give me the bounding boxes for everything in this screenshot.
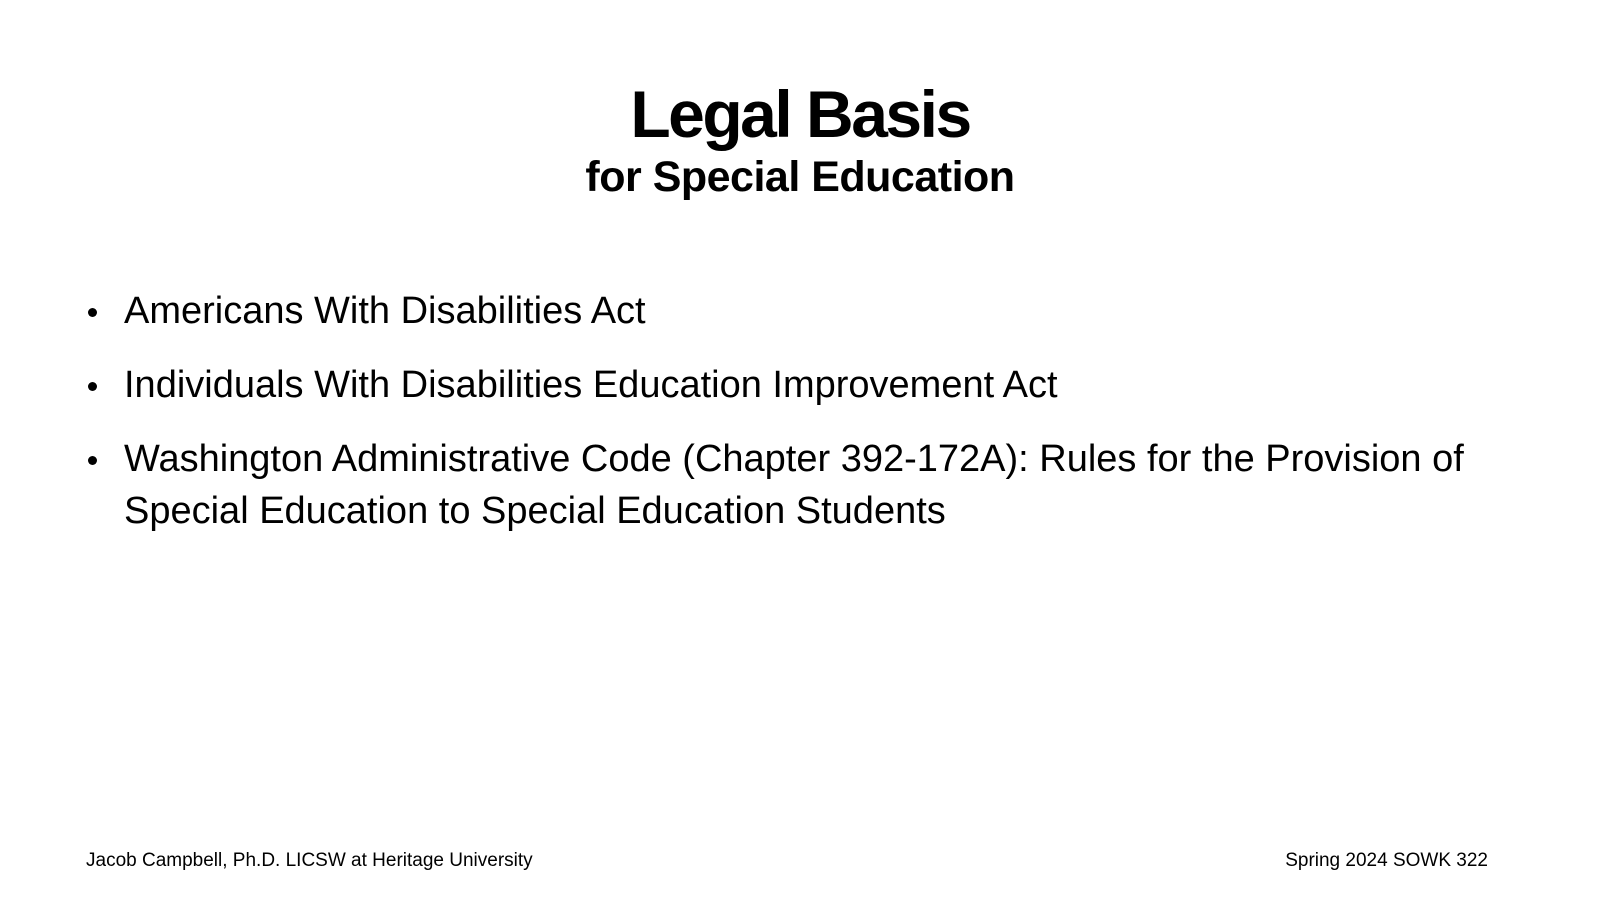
bullet-text: Washington Administrative Code (Chapter 392-172A): Rules for the Provision of Special Education to Special Education Students	[124, 438, 1464, 532]
slide-title: Legal Basis	[630, 77, 970, 151]
list-item	[84, 359, 1504, 411]
footer-author: Jacob Campbell, Ph.D. LICSW at Heritage University	[86, 850, 533, 871]
bullet-text: Individuals With Disabilities Education Improvement Act	[124, 364, 1058, 406]
bullet-text: Americans With Disabilities Act	[124, 290, 646, 332]
footer-course: Spring 2024 SOWK 322	[1285, 850, 1488, 871]
bullet-icon	[88, 456, 97, 465]
list-item	[84, 285, 1504, 337]
list-item	[84, 433, 1504, 537]
bullet-icon	[88, 308, 97, 317]
bullet-icon	[88, 382, 97, 391]
slide-subtitle: for Special Education	[585, 153, 1015, 201]
bullet-list	[84, 285, 1504, 559]
